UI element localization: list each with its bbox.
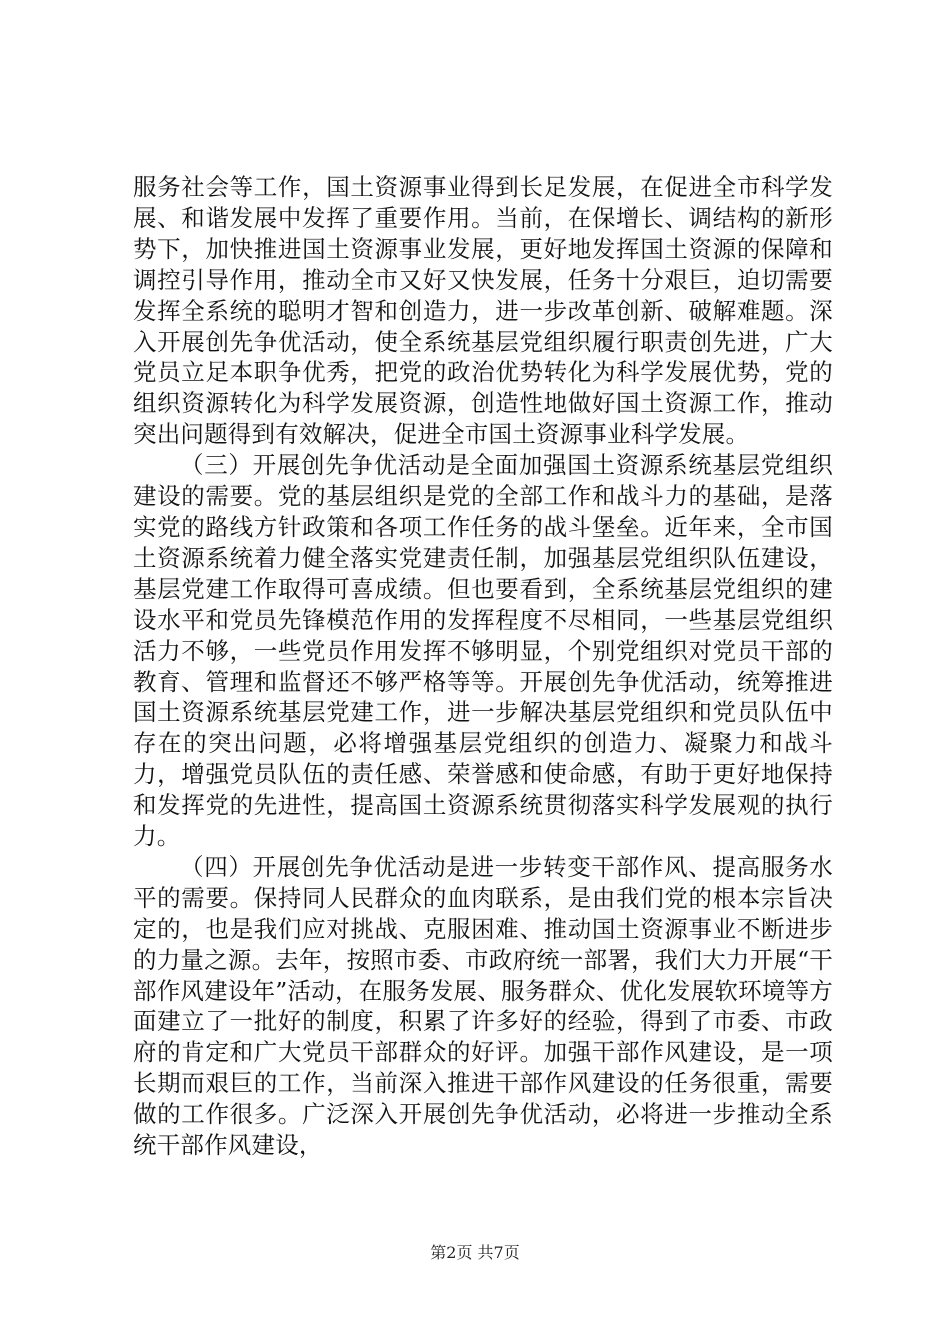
page-number-footer: 第2页 共7页 [430,1243,520,1262]
paragraph-continuation: 服务社会等工作，国土资源事业得到长足发展，在促进全市科学发展、和谐发展中发挥了重要作用。当前，在保增长、调结构的新形势下，加快推进国土资源事业发展，更好地发挥国土资源的保障和调控引导作用，推动全市又好又快发展，任务十分艰巨，迫切需要发挥全系统的聪明才智和创造力，进一步改革创新、破解难题。深入开展创先争优活动，使全系统基层党组织履行职责创先进，广大党员立足本职争优秀，把党的政治优势转化为科学发展优势，党的组织资源转化为科学发展资源，创造性地做好国土资源工作，推动突出问题得到有效解决，促进全市国土资源事业科学发展。 [133,173,833,449]
paragraph-section-four: （四）开展创先争优活动是进一步转变干部作风、提高服务水平的需要。保持同人民群众的血肉联系，是由我们党的根本宗旨决定的，也是我们应对挑战、克服困难、推动国土资源事业不断进步的力量之源。去年，按照市委、市政府统一部署，我们大力开展“干部作风建设年”活动，在服务发展、服务群众、优化发展软环境等方面建立了一批好的制度，积累了许多好的经验，得到了市委、市政府的肯定和广大党员干部群众的好评。加强干部作风建设，是一项长期而艰巨的工作，当前深入推进干部作风建设的任务很重，需要做的工作很多。广泛深入开展创先争优活动，必将进一步推动全系统干部作风建设， [133,852,833,1160]
paragraph-section-three: （三）开展创先争优活动是全面加强国土资源系统基层党组织建设的需要。党的基层组织是党的全部工作和战斗力的基础，是落实党的路线方针政策和各项工作任务的战斗堡垒。近年来，全市国土资源系统着力健全落实党建责任制，加强基层党组织队伍建设，基层党建工作取得可喜成绩。但也要看到，全系统基层党组织的建设水平和党员先锋模范作用的发挥程度不尽相同，一些基层党组织活力不够，一些党员作用发挥不够明显，个别党组织对党员干部的教育、管理和监督还不够严格等等。开展创先争优活动，统筹推进国土资源系统基层党建工作，进一步解决基层党组织和党员队伍中存在的突出问题，必将增强基层党组织的创造力、凝聚力和战斗力，增强党员队伍的责任感、荣誉感和使命感，有助于更好地保持和发挥党的先进性，提高国土资源系统贯彻落实科学发展观的执行力。 [133,451,833,851]
document-body [133,172,833,1161]
